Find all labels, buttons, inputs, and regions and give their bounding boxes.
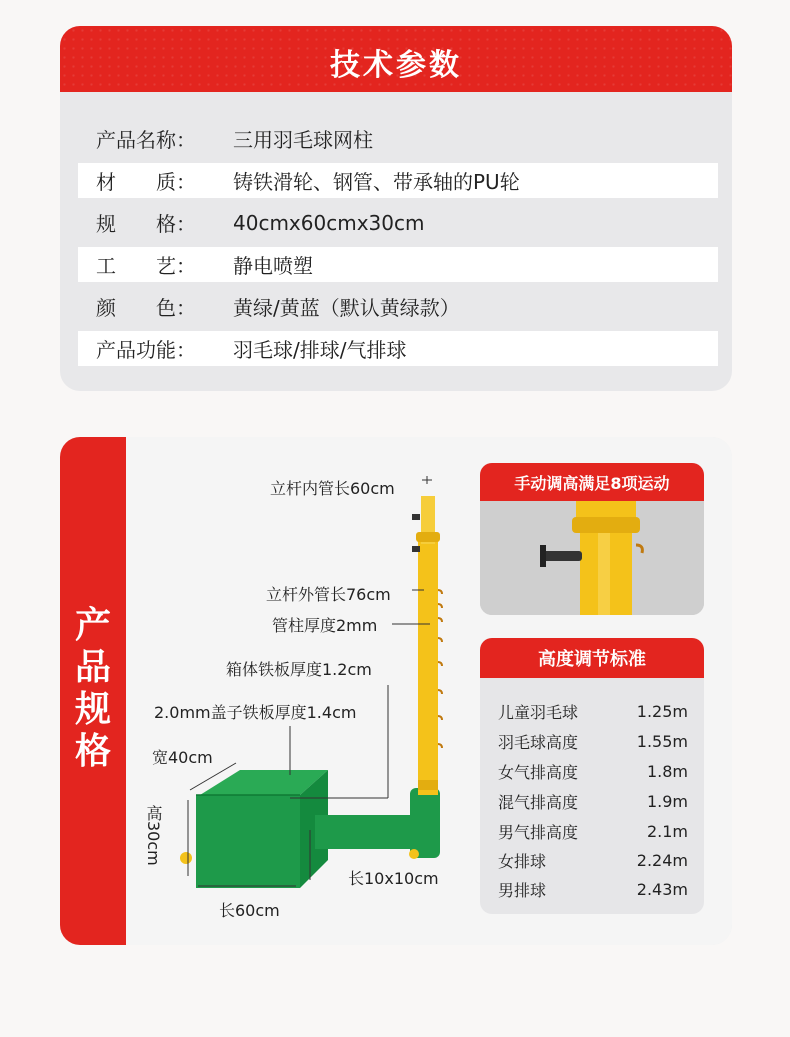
- annotation-inner-tube: 立杆内管长60cm: [270, 479, 395, 498]
- height-row-name: 女气排高度: [498, 762, 579, 782]
- param-value: 静电喷塑: [233, 254, 313, 278]
- param-label: 工 艺：: [96, 254, 196, 278]
- manual-adjust-panel: [480, 463, 704, 615]
- annotation-box-plate: 箱体铁板厚度1.2cm: [226, 660, 372, 679]
- height-row-value: 1.8m: [646, 761, 688, 781]
- height-row-name: 羽毛球高度: [498, 732, 579, 752]
- height-table-title: 高度调节标准: [480, 638, 704, 678]
- side-char: 品: [74, 647, 111, 688]
- param-label: 规 格：: [96, 212, 196, 236]
- annotation-lid-plate: 2.0mm盖子铁板厚度1.4cm: [154, 703, 357, 722]
- height-row-name: 男排球: [498, 880, 547, 900]
- annotation-height: 高30cm: [144, 805, 163, 866]
- height-row-name: 儿童羽毛球: [498, 702, 579, 722]
- height-row: [498, 696, 688, 726]
- side-char: 格: [74, 731, 111, 772]
- annotation-width: 宽40cm: [152, 748, 213, 767]
- height-row-value: 2.24m: [636, 850, 688, 870]
- param-label: 产品功能：: [96, 338, 196, 362]
- height-row: [498, 845, 688, 875]
- manual-adjust-title: 手动调高满足8项运动: [480, 463, 704, 501]
- param-label: 产品名称：: [96, 128, 196, 152]
- height-row-value: 1.9m: [646, 791, 688, 811]
- height-row: [498, 874, 688, 904]
- height-row: [498, 816, 688, 846]
- annotation-length: 长60cm: [219, 901, 280, 920]
- side-char: 产: [74, 605, 111, 646]
- annotation-base: 长10x10cm: [348, 869, 439, 888]
- height-row-name: 女排球: [498, 851, 547, 871]
- wheel-icon: [409, 849, 419, 859]
- pole-closeup-image: [480, 501, 704, 615]
- height-row: [498, 726, 688, 756]
- height-row-value: 1.25m: [636, 701, 688, 721]
- height-row-value: 2.43m: [636, 879, 688, 899]
- base-socket: [410, 788, 440, 858]
- height-row-value: 2.1m: [646, 821, 688, 841]
- height-row: [498, 756, 688, 786]
- height-row-name: 混气排高度: [498, 792, 579, 812]
- param-value: 三用羽毛球网柱: [233, 128, 373, 152]
- annotation-outer-tube: 立杆外管长76cm: [266, 585, 391, 604]
- param-value: 黄绿/黄蓝（默认黄绿款）: [233, 296, 460, 320]
- tech-params-title: 技术参数: [330, 48, 462, 83]
- param-value: 铸铁滑轮、钢管、带承轴的PU轮: [233, 170, 520, 194]
- side-char: 规: [74, 689, 111, 730]
- param-label: 材 质：: [96, 170, 196, 194]
- height-row-name: 男气排高度: [498, 822, 579, 842]
- pole-hooks: [438, 590, 442, 748]
- param-label: 颜 色：: [96, 296, 196, 320]
- param-value: 40cmx60cmx30cm: [233, 210, 425, 235]
- base-pipe: [315, 815, 420, 849]
- height-row-value: 1.55m: [636, 731, 688, 751]
- param-value: 羽毛球/排球/气排球: [233, 338, 407, 362]
- annotation-wall-thickness: 管柱厚度2mm: [272, 616, 378, 635]
- height-row: [498, 786, 688, 816]
- height-standard-table: [480, 638, 704, 914]
- pole-collar: [416, 532, 440, 542]
- box-front: [196, 795, 300, 888]
- wheel-icon: [180, 852, 192, 864]
- outer-pole: [418, 540, 438, 795]
